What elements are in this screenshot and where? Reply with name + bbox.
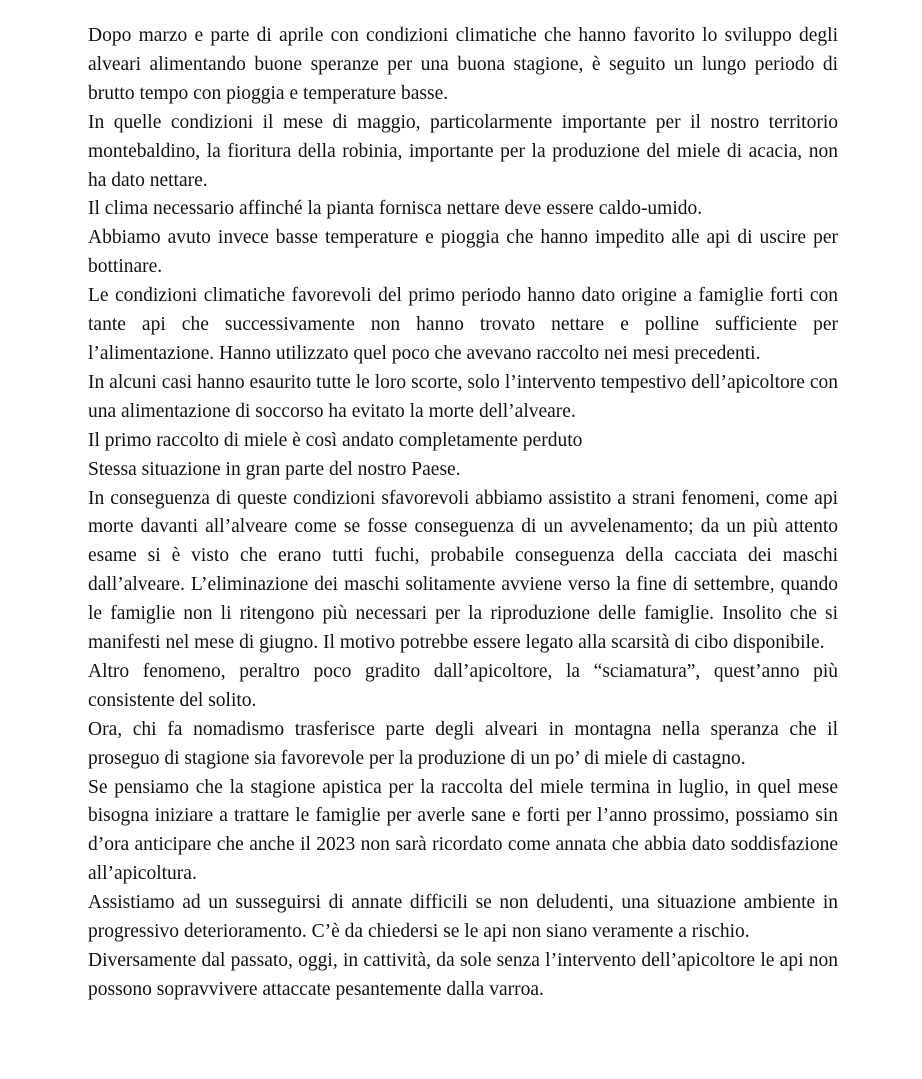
paragraph-difficult-years: Assistiamo ad un susseguirsi di annate difficili se non deludenti, una situazione ambiente in progressivo deterioramento. C’è da chiedersi se le api non siano veramente a rischio. xyxy=(88,892,838,943)
paragraph-depleted-stores: In alcuni casi hanno esaurito tutte le loro scorte, solo l’intervento tempestivo dell’apicoltore con una alimentazione di soccorso ha evitato la morte dell’alveare. xyxy=(88,371,838,422)
paragraph-first-harvest-lost: Il primo raccolto di miele è così andato completamente perduto xyxy=(88,429,583,451)
paragraph-swarming: Altro fenomeno, peraltro poco gradito dall’apicoltore, la “sciamatura”, quest’anno più consistente del solito. xyxy=(88,660,838,711)
paragraph-same-situation: Stessa situazione in gran parte del nostro Paese. xyxy=(88,458,461,480)
paragraph-low-temperatures: Abbiamo avuto invece basse temperature e pioggia che hanno impedito alle api di uscire per bottinare. xyxy=(88,227,838,278)
paragraph-dead-drones: In conseguenza di queste condizioni sfavorevoli abbiamo assistito a strani fenomeni, come api morte davanti all’alveare come se fosse conseguenza di un avvelenamento; da un più attento esame si è visto che erano tutti fuchi, probabile conseguenza della cacciata dei maschi dall’alveare. L’eliminazione dei maschi solitamente avviene verso la fine di settembre, quando le famiglie non li ritengono più necessari per la riproduzione delle famiglie. Insolito che si manifesti nel mese di giugno. Il motivo potrebbe essere legato alla scarsità di cibo disponibile. xyxy=(88,487,838,654)
paragraph-spring-conditions: Dopo marzo e parte di aprile con condizioni climatiche che hanno favorito lo sviluppo degli alveari alimentando buone speranze per una buona stagione, è seguito un lungo periodo di brutto tempo con pioggia e temperature basse. xyxy=(88,25,838,104)
paragraph-season-end: Se pensiamo che la stagione apistica per la raccolta del miele termina in luglio, in quel mese bisogna iniziare a trattare le famiglie per averle sane e forti per l’anno prossimo, possiamo sin d’ora anticipare che anche il 2023 non sarà ricordato come annata che abbia dato soddisfazione all’apicoltura. xyxy=(88,776,838,885)
paragraph-nomadism: Ora, chi fa nomadismo trasferisce parte degli alveari in montagna nella speranza che il proseguo di stagione sia favorevole per la produzione di un po’ di miele di castagno. xyxy=(88,718,838,769)
paragraph-strong-colonies: Le condizioni climatiche favorevoli del primo periodo hanno dato origine a famiglie forti con tante api che successivamente non hanno trovato nettare e polline sufficiente per l’alimentazione. Hanno utilizzato quel poco che avevano raccolto nei mesi precedenti. xyxy=(88,285,838,364)
paragraph-varroa: Diversamente dal passato, oggi, in cattività, da sole senza l’intervento dell’apicoltore le api non possono sopravvivere attaccate pesantemente dalla varroa. xyxy=(88,950,838,1000)
document-body xyxy=(88,22,838,1005)
paragraph-may-robinia: In quelle condizioni il mese di maggio, particolarmente importante per il nostro territorio montebaldino, la fioritura della robinia, importante per la produzione del miele di acacia, non ha dato nettare. xyxy=(88,111,838,191)
paragraph-climate-needed: Il clima necessario affinché la pianta fornisca nettare deve essere caldo-umido. xyxy=(88,198,703,220)
